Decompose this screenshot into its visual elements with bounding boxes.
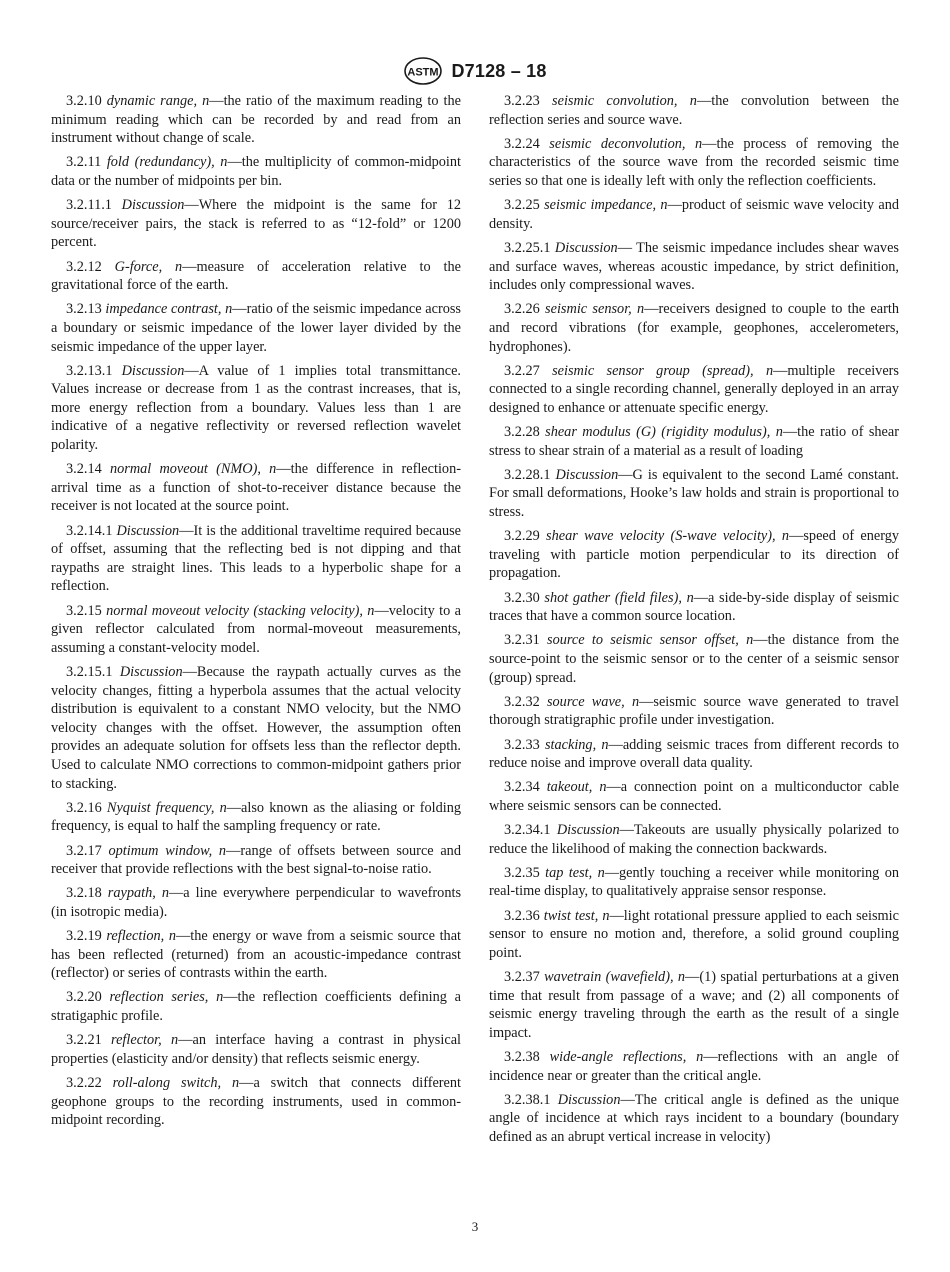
definition-entry	[489, 864, 899, 901]
definition-text: —The critical angle is defined as the unique angle of incidence at which rays incident to a boundary (boundary defined as an abrupt vertical increase in velocity)	[489, 1091, 900, 1145]
definition-text: —ratio of the seismic impedance across a boundary or seismic impedance of the lower layer divided by the seismic impedance of the upper layer.	[51, 301, 461, 355]
part-of-speech: n	[218, 842, 227, 859]
astm-logo-icon	[403, 56, 443, 86]
definition-text: —the distance from the source-point to the seismic sensor or to the center of a seismic sensor (group) spread.	[489, 632, 899, 686]
definition-entry	[489, 300, 899, 356]
definition-entry	[489, 92, 899, 129]
part-of-speech: n	[219, 799, 227, 816]
definition-term: impedance contrast,	[105, 301, 222, 318]
definition-number: 3.2.38	[504, 1049, 540, 1065]
part-of-speech: n	[599, 779, 607, 796]
definition-term: Discussion	[556, 822, 620, 839]
definition-term: roll-along switch,	[112, 1075, 222, 1091]
definition-term: Discussion	[121, 362, 185, 379]
definition-number: 3.2.14.1	[66, 522, 113, 539]
definition-number: 3.2.30	[504, 589, 540, 606]
definition-entry	[489, 693, 899, 730]
definition-entry	[51, 196, 461, 252]
definition-number: 3.2.37	[504, 969, 540, 986]
definition-entry	[51, 842, 461, 879]
definition-entry	[489, 1091, 899, 1147]
definition-text: —seismic source wave generated to travel thorough stratigraphic profile under investigation.	[489, 693, 900, 729]
definition-entry	[51, 153, 461, 190]
definition-number: 3.2.15	[66, 602, 102, 619]
definition-entry	[489, 778, 899, 815]
definition-term: optimum window,	[108, 842, 213, 859]
definition-text: —range of offsets between source and receiver that provide reflections with the best signal-to-noise ratio.	[51, 842, 461, 878]
definition-number: 3.2.10	[66, 93, 102, 109]
part-of-speech: n	[225, 301, 233, 318]
definition-term: source to seismic sensor offset,	[547, 632, 739, 649]
definition-text: —the difference in reflection-arrival time as a function of shot-to-receiver distance because the receiver is not located at the source point.	[51, 461, 461, 515]
part-of-speech: n	[220, 154, 228, 171]
definition-term: fold (redundancy),	[106, 154, 215, 171]
astm-logo-text: ASTM	[407, 66, 440, 79]
definition-number: 3.2.28.1	[504, 466, 551, 483]
part-of-speech: n	[601, 736, 609, 753]
part-of-speech: n	[689, 93, 697, 109]
definition-text: —measure of acceleration relative to the gravitational force of the earth.	[51, 258, 461, 294]
definition-term: wide-angle reflections,	[549, 1049, 687, 1065]
definition-text: —Where the midpoint is the same for 12 source/receiver pairs, the stack is referred to as “12-fold” or 1200 percent.	[51, 197, 461, 251]
definition-term: shot gather (field files),	[544, 589, 682, 606]
definition-entry	[51, 1074, 461, 1130]
definition-text: —velocity to a given reflector calculated from normal-moveout measurements, assuming a constant-velocity model.	[51, 602, 461, 656]
definition-entry	[489, 821, 899, 858]
definition-entry	[51, 258, 461, 295]
definition-number: 3.2.35	[504, 864, 540, 881]
definition-term: G-force,	[114, 258, 163, 275]
part-of-speech: n	[775, 424, 783, 441]
definition-entry	[489, 589, 899, 626]
definition-term: dynamic range,	[106, 93, 198, 109]
part-of-speech: n	[171, 1032, 179, 1049]
definition-number: 3.2.21	[66, 1032, 102, 1049]
definition-term: Discussion	[119, 663, 183, 680]
definition-text: —Because the raypath actually curves as the velocity changes, fitting a hyperbola assumes that the actual velocity distribution is equivalent to a constant NMO velocity, but the NMO velocity changes with the offset. However, the assumption often provides an adequate solution for offsets less than the reflector depth. Used to calculate NMO corrections to common-midpoint gathers prior to stacking.	[51, 663, 461, 792]
definition-number: 3.2.23	[504, 93, 540, 109]
part-of-speech: n	[202, 93, 210, 109]
definition-entry	[489, 736, 899, 773]
part-of-speech: n	[781, 528, 790, 545]
definition-term: normal moveout velocity (stacking velocity),	[106, 602, 363, 619]
definition-text: —the process of removing the characteristics of the source wave from the recorded seismic time series so that one is ideally left with only the reflection coefficients.	[489, 135, 900, 189]
definition-entry	[489, 135, 899, 191]
definition-text: —receivers designed to couple to the earth and record vibrations (for example, geophones, accelerometers, hydrophones).	[489, 301, 900, 355]
definition-number: 3.2.15.1	[66, 663, 113, 680]
part-of-speech: n	[694, 135, 703, 152]
definition-term: Discussion	[557, 1091, 621, 1108]
definition-entry	[489, 1048, 899, 1085]
definition-text: —the ratio of shear stress to shear strain of a material as a result of loading	[489, 424, 900, 459]
definition-number: 3.2.31	[504, 632, 540, 649]
part-of-speech: n	[231, 1075, 240, 1091]
definition-entry	[489, 239, 899, 295]
definition-number: 3.2.16	[66, 799, 102, 816]
definition-number: 3.2.13	[66, 301, 102, 318]
definition-number: 3.2.27	[504, 362, 540, 379]
definition-text: —(1) spatial perturbations at a given time that result from passage of a wave; and (2) all components of seismic energy traveling through the earth as the result of a single impact.	[489, 969, 899, 1041]
definition-number: 3.2.18	[66, 885, 102, 902]
part-of-speech: n	[175, 258, 183, 275]
definition-entry	[489, 907, 899, 963]
definition-text: —also known as the aliasing or folding frequency, is equal to half the sampling frequency or rate.	[51, 799, 461, 835]
definition-text: —a switch that connects different geophone groups to the recording instruments, used in common-midpoint recording.	[51, 1075, 462, 1129]
definition-term: seismic sensor group (spread),	[552, 362, 754, 379]
right-column	[489, 92, 899, 1152]
definition-text: —the energy or wave from a seismic source that has been reflected (returned) from an acoustic-impedance contrast (reflector) or series of contrasts within the earth.	[51, 928, 462, 982]
part-of-speech: n	[686, 589, 694, 606]
definition-text: —the reflection coefficients defining a stratigaphic profile.	[51, 989, 462, 1025]
definition-term: Discussion	[555, 466, 619, 483]
definition-text: —multiple receivers connected to a single recording channel, generally deployed in an array designed to enhance or attenuate specific energy.	[489, 362, 899, 416]
definition-entry	[51, 92, 461, 148]
definition-entry	[51, 602, 461, 658]
definition-term: seismic sensor,	[545, 301, 632, 318]
definition-number: 3.2.34.1	[504, 822, 551, 839]
definition-number: 3.2.25	[504, 197, 540, 214]
definition-term: seismic impedance,	[544, 197, 657, 214]
definition-entry	[51, 988, 461, 1025]
definition-text: —the ratio of the maximum reading to the minimum reading which can be recorded by and read from an instrument without change of scale.	[51, 93, 461, 147]
definition-entry	[51, 884, 461, 921]
definition-number: 3.2.25.1	[504, 239, 551, 256]
definition-number: 3.2.28	[504, 424, 540, 441]
definition-entry	[489, 362, 899, 418]
part-of-speech: n	[696, 1049, 704, 1065]
definition-text: —reflections with an angle of incidence near or greater than the critical angle.	[489, 1049, 900, 1084]
definition-term: Discussion	[554, 239, 618, 256]
definition-text: —It is the additional traveltime required because of offset, assuming that the reflecting bed is not dipping and that raypaths are straight lines. This leads to a hyperbolic shape for a reflection.	[51, 522, 462, 595]
part-of-speech: n	[631, 693, 640, 710]
definition-entry	[489, 196, 899, 233]
definition-term: raypath,	[107, 885, 156, 902]
definition-entry	[51, 927, 461, 983]
definition-number: 3.2.11	[66, 154, 102, 171]
definition-text: —G is equivalent to the second Lamé constant. For small deformations, Hooke’s law holds and strain is proportional to stress.	[489, 466, 899, 521]
definition-entry	[489, 631, 899, 687]
definition-term: normal moveout (NMO),	[109, 461, 261, 478]
definition-term: shear modulus (G) (rigidity modulus),	[545, 424, 771, 441]
definition-number: 3.2.22	[66, 1075, 102, 1091]
definition-text: —adding seismic traces from different records to reduce noise and improve overall data quality.	[489, 736, 899, 772]
definition-text: —the multiplicity of common-midpoint data or the number of midpoints per bin.	[51, 154, 462, 189]
definition-term: stacking,	[544, 736, 597, 753]
definition-text: —light rotational pressure applied to each seismic sensor to ensure no motion and, therefore, a solid ground coupling point.	[489, 907, 899, 961]
definition-term: source wave,	[546, 693, 625, 710]
definition-number: 3.2.32	[504, 693, 540, 710]
definition-term: shear wave velocity (S-wave velocity),	[546, 528, 776, 545]
definition-term: reflection series,	[109, 989, 209, 1006]
definition-number: 3.2.38.1	[504, 1091, 551, 1108]
definition-term: tap test,	[545, 864, 593, 881]
definition-term: Nyquist frequency,	[106, 799, 215, 816]
page-number: 3	[471, 1219, 479, 1234]
definition-term: wavetrain (wavefield),	[544, 969, 674, 986]
part-of-speech: n	[269, 461, 277, 478]
definition-number: 3.2.13.1	[66, 362, 113, 379]
definition-number: 3.2.24	[504, 135, 540, 152]
definition-number: 3.2.34	[504, 779, 540, 796]
left-column	[51, 92, 461, 1135]
definition-number: 3.2.26	[504, 301, 540, 318]
definition-number: 3.2.17	[66, 842, 102, 859]
definition-term: twist test,	[543, 907, 599, 924]
definition-text: —a side-by-side display of seismic traces that have a common source location.	[489, 589, 899, 625]
definition-text: —a line everywhere perpendicular to wavefronts (in isotropic media).	[51, 885, 462, 920]
page-header	[0, 54, 950, 88]
definition-entry	[51, 663, 461, 793]
standard-designation: D7128 – 18	[451, 60, 547, 81]
part-of-speech: n	[660, 197, 668, 214]
part-of-speech: n	[637, 301, 645, 318]
definition-number: 3.2.11.1	[66, 197, 112, 214]
definition-text: —product of seismic wave velocity and density.	[489, 197, 899, 232]
part-of-speech: n	[161, 885, 169, 902]
definition-entry	[489, 527, 899, 583]
definition-term: reflection,	[106, 928, 165, 945]
definition-entry	[489, 423, 899, 460]
part-of-speech: n	[168, 928, 176, 945]
definition-entry	[51, 522, 461, 596]
definition-term: seismic deconvolution,	[549, 135, 686, 152]
part-of-speech: n	[216, 989, 224, 1006]
part-of-speech: n	[677, 969, 686, 986]
definition-entry	[51, 1031, 461, 1068]
part-of-speech: n	[597, 864, 605, 881]
definition-text: — The seismic impedance includes shear waves and surface waves, whereas acoustic impedance, by strict definition, includes only compressional waves.	[489, 239, 899, 294]
definition-entry	[489, 466, 899, 522]
definition-number: 3.2.36	[504, 907, 540, 924]
definition-entry	[51, 799, 461, 836]
definition-text: —speed of energy traveling with particle motion perpendicular to its direction of propagation.	[489, 528, 900, 582]
definition-term: Discussion	[116, 522, 180, 539]
definition-entry	[51, 362, 461, 455]
definition-text: —gently touching a receiver while monitoring on real-time display, to qualitatively appraise sensor response.	[489, 864, 899, 900]
definition-term: takeout,	[546, 779, 593, 796]
definition-entry	[51, 300, 461, 356]
definition-number: 3.2.20	[66, 989, 102, 1006]
definition-text: —an interface having a contrast in physical properties (elasticity and/or density) that reflects seismic energy.	[51, 1032, 462, 1067]
definition-entry	[51, 460, 461, 516]
definition-text: —a connection point on a multiconductor cable where seismic sensors can be connected.	[489, 779, 900, 814]
definition-text: —Takeouts are usually physically polarized to reduce the likelihood of making the connection backwards.	[489, 822, 899, 857]
definition-term: Discussion	[121, 197, 185, 214]
definition-number: 3.2.29	[504, 528, 540, 545]
part-of-speech: n	[746, 632, 754, 649]
definition-term: seismic convolution,	[552, 93, 678, 109]
definition-text: —A value of 1 implies total transmittance. Values increase or decrease from 1 as the contrast increases, that is, more energy reflection from a boundary. Values less than 1 are indicative of a negative reflectivity or reversed reflection wavelet polarity.	[51, 362, 462, 454]
definition-entry	[489, 968, 899, 1042]
part-of-speech: n	[602, 907, 610, 924]
definition-term: reflector,	[111, 1032, 162, 1049]
part-of-speech: n	[367, 602, 375, 619]
definition-number: 3.2.12	[66, 258, 102, 275]
definition-number: 3.2.19	[66, 928, 102, 945]
definition-number: 3.2.33	[504, 736, 540, 753]
definition-text: —the convolution between the reflection series and source wave.	[489, 93, 899, 128]
part-of-speech: n	[765, 362, 774, 379]
definition-number: 3.2.14	[66, 461, 102, 478]
